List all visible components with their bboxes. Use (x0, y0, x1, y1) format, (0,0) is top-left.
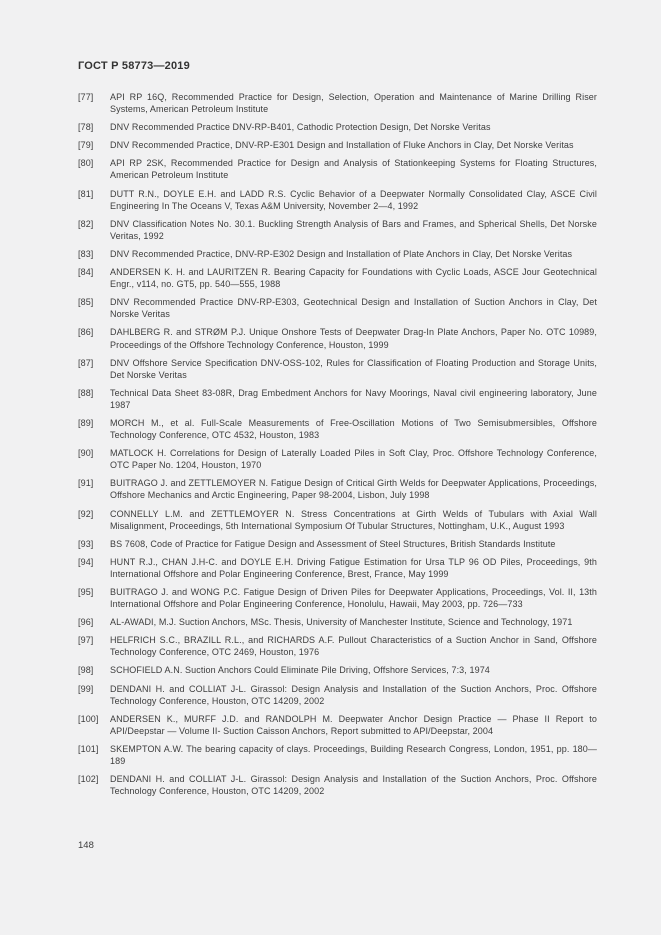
reference-number: [87] (78, 357, 94, 368)
reference-item (78, 616, 597, 628)
reference-number: [93] (78, 538, 94, 549)
reference-text: BUITRAGO J. and ZETTLEMOYER N. Fatigue Design of Critical Girth Welds for Deepwater Applications, Proceedings, Offshore Mechanics and Arctic Engineering, Paper 98-2004, Lisbon, July 1998 (110, 478, 597, 501)
reference-number: [94] (78, 556, 94, 567)
reference-number: [101] (78, 743, 99, 754)
reference-item (78, 556, 597, 580)
reference-number: [102] (78, 774, 99, 785)
reference-text: BUITRAGO J. and WONG P.C. Fatigue Design of Driven Piles for Deepwater Applications, Proceedings, Vol. II, 13th International Offshore and Polar Engineering Conference, Honolulu, Hawaii, May 2003, pp. 726—733 (110, 587, 597, 610)
reference-number: [91] (78, 478, 94, 489)
reference-item (78, 121, 597, 133)
reference-item (78, 683, 597, 707)
reference-number: [90] (78, 448, 94, 459)
reference-item (78, 296, 597, 320)
reference-number: [97] (78, 635, 94, 646)
reference-number: [84] (78, 267, 94, 278)
reference-item (78, 387, 597, 411)
reference-item (78, 157, 597, 181)
reference-text: SKEMPTON A.W. The bearing capacity of clays. Proceedings, Building Research Congress, London, 1951, pp. 180—189 (110, 743, 597, 767)
reference-number: [88] (78, 387, 94, 398)
reference-number: [82] (78, 218, 94, 229)
reference-text: BS 7608, Code of Practice for Fatigue Design and Assessment of Steel Structures, British Standards Institute (110, 538, 556, 549)
reference-number: [98] (78, 665, 94, 676)
reference-item (78, 713, 597, 737)
reference-number: [86] (78, 327, 94, 338)
reference-text: API RP 2SK, Recommended Practice for Design and Analysis of Stationkeeping Systems for Floating Structures, American Petroleum Institute (110, 158, 597, 181)
reference-number: [83] (78, 248, 94, 259)
reference-item (78, 248, 597, 260)
reference-item (78, 508, 597, 532)
reference-item (78, 357, 597, 381)
reference-item (78, 218, 597, 242)
reference-number: [79] (78, 140, 94, 151)
reference-text: DNV Recommended Practice DNV-RP-E303, Geotechnical Design and Installation of Suction Anchors in Clay, Det Norske Veritas (110, 297, 597, 320)
standard-code: ГОСТ Р 58773—2019 (78, 60, 190, 72)
reference-text: ANDERSEN K. H. and LAURITZEN R. Bearing Capacity for Foundations with Cyclic Loads, ASCE Jour Geotechnical Engr., v114, no. GT5, pp. 540—555, 1988 (110, 267, 597, 290)
reference-number: [100] (78, 713, 99, 724)
reference-item (78, 139, 597, 151)
reference-item (78, 266, 597, 290)
reference-text: SCHOFIELD A.N. Suction Anchors Could Eliminate Pile Driving, Offshore Services, 7:3, 1974 (110, 665, 490, 676)
reference-item (78, 634, 597, 658)
reference-item (78, 417, 597, 441)
reference-text: MORCH M., et al. Full-Scale Measurements of Free-Oscillation Motions of Two Semisubmersibles, Offshore Technology Conference, OTC 4532, Houston, 1983 (110, 417, 597, 441)
reference-number: [96] (78, 617, 94, 628)
reference-item (78, 188, 597, 212)
reference-item (78, 447, 597, 471)
reference-item (78, 586, 597, 610)
reference-text: DNV Recommended Practice, DNV-RP-E302 Design and Installation of Plate Anchors in Clay, Det Norske Veritas (110, 248, 573, 259)
reference-text: HELFRICH S.C., BRAZILL R.L., and RICHARDS A.F. Pullout Characteristics of a Suction Anchor in Sand, Offshore Technology Conference, OTC 2469, Houston, 1976 (110, 635, 597, 658)
reference-number: [78] (78, 122, 94, 133)
reference-number: [99] (78, 683, 94, 694)
reference-text: API RP 16Q, Recommended Practice for Design, Selection, Operation and Maintenance of Marine Drilling Riser Systems, American Petroleum Institute (110, 92, 597, 115)
reference-number: [95] (78, 587, 94, 597)
reference-item (78, 743, 597, 767)
page-number: 148 (78, 840, 94, 851)
reference-text: HUNT R.J., CHAN J.H-C. and DOYLE E.H. Driving Fatigue Estimation for Ursa TLP 96 OD Piles, Proceedings, 9th International Offshore and Polar Engineering Conference, Brest, France, May 1999 (110, 556, 597, 579)
reference-item (78, 664, 597, 676)
reference-text: MATLOCK H. Correlations for Design of Laterally Loaded Piles in Soft Clay, Proc. Offshore Technology Conference, OTC Paper No. 1204, Houston, 1970 (110, 448, 597, 471)
reference-number: [81] (78, 188, 94, 199)
reference-item (78, 326, 597, 350)
reference-text: DAHLBERG R. and STRØM P.J. Unique Onshore Tests of Deepwater Drag-In Plate Anchors, Paper No. OTC 10989, Proceedings of the Offshore Technology Conference, Houston, 1999 (110, 327, 597, 350)
reference-text: DUTT R.N., DOYLE E.H. and LADD R.S. Cyclic Behavior of a Deepwater Normally Consolidated Clay, ASCE Civil Engineering In The Oceans V, Texas A&M University, November 2—4, 1992 (110, 188, 597, 211)
reference-number: [85] (78, 297, 94, 308)
reference-text: DNV Recommended Practice DNV-RP-B401, Cathodic Protection Design, Det Norske Veritas (110, 122, 491, 133)
reference-number: [80] (78, 158, 94, 169)
reference-item (78, 91, 597, 115)
reference-text: CONNELLY L.M. and ZETTLEMOYER N. Stress Concentrations at Girth Welds of Tubulars with Axial Wall Misalignment, Proceedings, 5th International Symposium Of Tubular Structures, Nottingham, U.K., August 1993 (110, 508, 597, 531)
reference-item (78, 477, 597, 501)
reference-text: AL-AWADI, M.J. Suction Anchors, MSc. Thesis, University of Manchester Institute, Science and Technology, 1971 (110, 617, 573, 628)
page-header (78, 60, 190, 72)
reference-list (78, 91, 597, 803)
reference-item (78, 773, 597, 797)
reference-text: ANDERSEN K., MURFF J.D. and RANDOLPH M. Deepwater Anchor Design Practice — Phase II Report to API/Deepstar — Volume II- Suction Caisson Anchors, Report submitted to API/Deepstar, 2004 (110, 713, 597, 736)
reference-number: [92] (78, 508, 94, 519)
reference-text: DNV Recommended Practice, DNV-RP-E301 Design and Installation of Fluke Anchors in Clay, Det Norske Veritas (110, 140, 574, 151)
reference-text: DENDANI H. and COLLIAT J-L. Girassol: Design Analysis and Installation of the Suction Anchors, Proc. Offshore Technology Conference, Houston, OTC 14209, 2002 (110, 774, 597, 797)
reference-item (78, 538, 597, 550)
reference-number: [89] (78, 417, 94, 428)
reference-text: Technical Data Sheet 83-08R, Drag Embedment Anchors for Navy Moorings, Naval civil engineering laboratory, June 1987 (110, 387, 597, 410)
reference-number: [77] (78, 92, 94, 102)
reference-text: DNV Offshore Service Specification DNV-OSS-102, Rules for Classification of Floating Production and Storage Units, Det Norske Veritas (110, 357, 597, 380)
reference-text: DNV Classification Notes No. 30.1. Buckling Strength Analysis of Bars and Frames, and Spherical Shells, Det Norske Veritas, 1992 (110, 218, 597, 241)
reference-text: DENDANI H. and COLLIAT J-L. Girassol: Design Analysis and Installation of the Suction Anchors, Proc. Offshore Technology Conference, Houston, OTC 14209, 2002 (110, 683, 597, 706)
